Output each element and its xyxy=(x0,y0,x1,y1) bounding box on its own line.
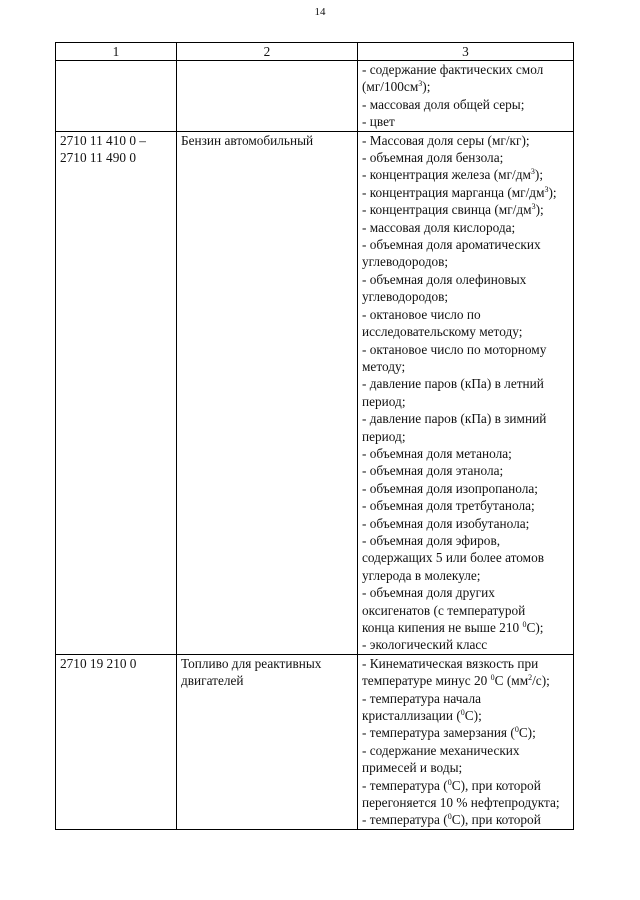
page-number: 14 xyxy=(314,6,326,18)
property-line: $(мг/100см^3)$; xyxy=(362,79,431,95)
table-row xyxy=(56,131,574,654)
product-name-cell xyxy=(177,61,358,132)
property-line: исследовательскому методу; xyxy=(362,324,523,340)
property-line: содержащих 5 или более атомов xyxy=(362,550,544,566)
property-line: - объемная доля ароматических xyxy=(362,237,541,253)
table-header-row xyxy=(56,43,574,61)
property-line: - давление паров (кПа) в летний xyxy=(362,376,544,392)
property-line: примесей и воды; xyxy=(362,760,463,776)
product-name: Топливо для реактивных двигателей xyxy=(181,655,322,689)
properties-cell xyxy=(358,131,574,654)
property-line: перегоняется 10 % нефтепродукта; xyxy=(362,795,560,811)
table-row xyxy=(56,654,574,829)
property-line: - давление паров (кПа) в зимний xyxy=(362,411,547,427)
property-line: период; xyxy=(362,393,406,409)
property-line: углеводородов; xyxy=(362,254,449,270)
property-line: - объемная доля изобутанола; xyxy=(362,515,530,531)
property-line: оксигенатов (с температурой xyxy=(362,602,526,618)
tn-ved-code: 2710 11 410 0 – xyxy=(60,132,146,148)
column-header: 2 xyxy=(177,43,358,61)
tn-ved-code: 2710 19 210 0 xyxy=(60,655,137,671)
tn-ved-code-cell xyxy=(56,131,177,654)
product-name-cell xyxy=(177,654,358,829)
property-line: период; xyxy=(362,428,406,444)
property-line: - концентрация железа $(мг/дм^3)$; xyxy=(362,167,544,183)
property-line: - объемная доля бензола; xyxy=(362,150,504,166)
property-line: - объемная доля метанола; xyxy=(362,445,512,461)
properties-cell xyxy=(358,654,574,829)
property-line: температуре минус 20 $^0$С $(мм^2/с)$; xyxy=(362,673,550,689)
property-line: конца кипения не выше 210 $^0$С); xyxy=(362,620,544,635)
property-line: - объемная доля изопропанола; xyxy=(362,480,538,496)
property-line: - массовая доля кислорода; xyxy=(362,219,516,235)
property-line: - массовая доля общей серы; xyxy=(362,96,525,112)
property-line: - октановое число по xyxy=(362,306,481,322)
product-table xyxy=(55,42,574,830)
property-line: - объемная доля олефиновых xyxy=(362,271,527,287)
tn-ved-code-cell xyxy=(56,654,177,829)
property-line: - температура ($^0$С), при которой xyxy=(362,777,541,793)
property-line: - объемная доля других xyxy=(362,585,495,601)
property-line: углерода в молекуле; xyxy=(362,567,481,583)
column-header: 1 xyxy=(56,43,177,61)
property-line: - температура начала xyxy=(362,690,481,706)
property-line: - объемная доля эфиров, xyxy=(362,532,501,548)
property-line: - концентрация марганца $(мг/дм^3)$; xyxy=(362,184,557,200)
property-line: углеводородов; xyxy=(362,289,449,305)
property-line: - содержание механических xyxy=(362,742,520,758)
column-header: 3 xyxy=(358,43,574,61)
product-name: Бензин автомобильный xyxy=(181,132,314,148)
properties-cell xyxy=(358,61,574,132)
property-line: - октановое число по моторному xyxy=(362,341,547,357)
property-line: - экологический класс xyxy=(362,637,488,653)
property-line: - Массовая доля серы (мг/кг); xyxy=(362,132,530,148)
property-line: - концентрация свинца $(мг/дм^3)$; xyxy=(362,202,544,218)
property-line: - содержание фактических смол xyxy=(362,62,544,77)
tn-ved-code-cell xyxy=(56,61,177,132)
table-row xyxy=(56,61,574,132)
property-line: - температура ($^0$С), при которой xyxy=(362,812,541,828)
property-line: - цвет xyxy=(362,114,395,130)
property-line: - объемная доля этанола; xyxy=(362,463,504,479)
property-line: кристаллизации ($^0$С); xyxy=(362,708,482,724)
property-line: - температура замерзания ($^0$С); xyxy=(362,725,536,741)
property-line: - объемная доля третбутанола; xyxy=(362,498,535,514)
property-line: - Кинематическая вязкость при xyxy=(362,655,539,671)
tn-ved-code: 2710 11 490 0 xyxy=(60,150,136,166)
product-name-cell xyxy=(177,131,358,654)
property-line: методу; xyxy=(362,358,406,374)
